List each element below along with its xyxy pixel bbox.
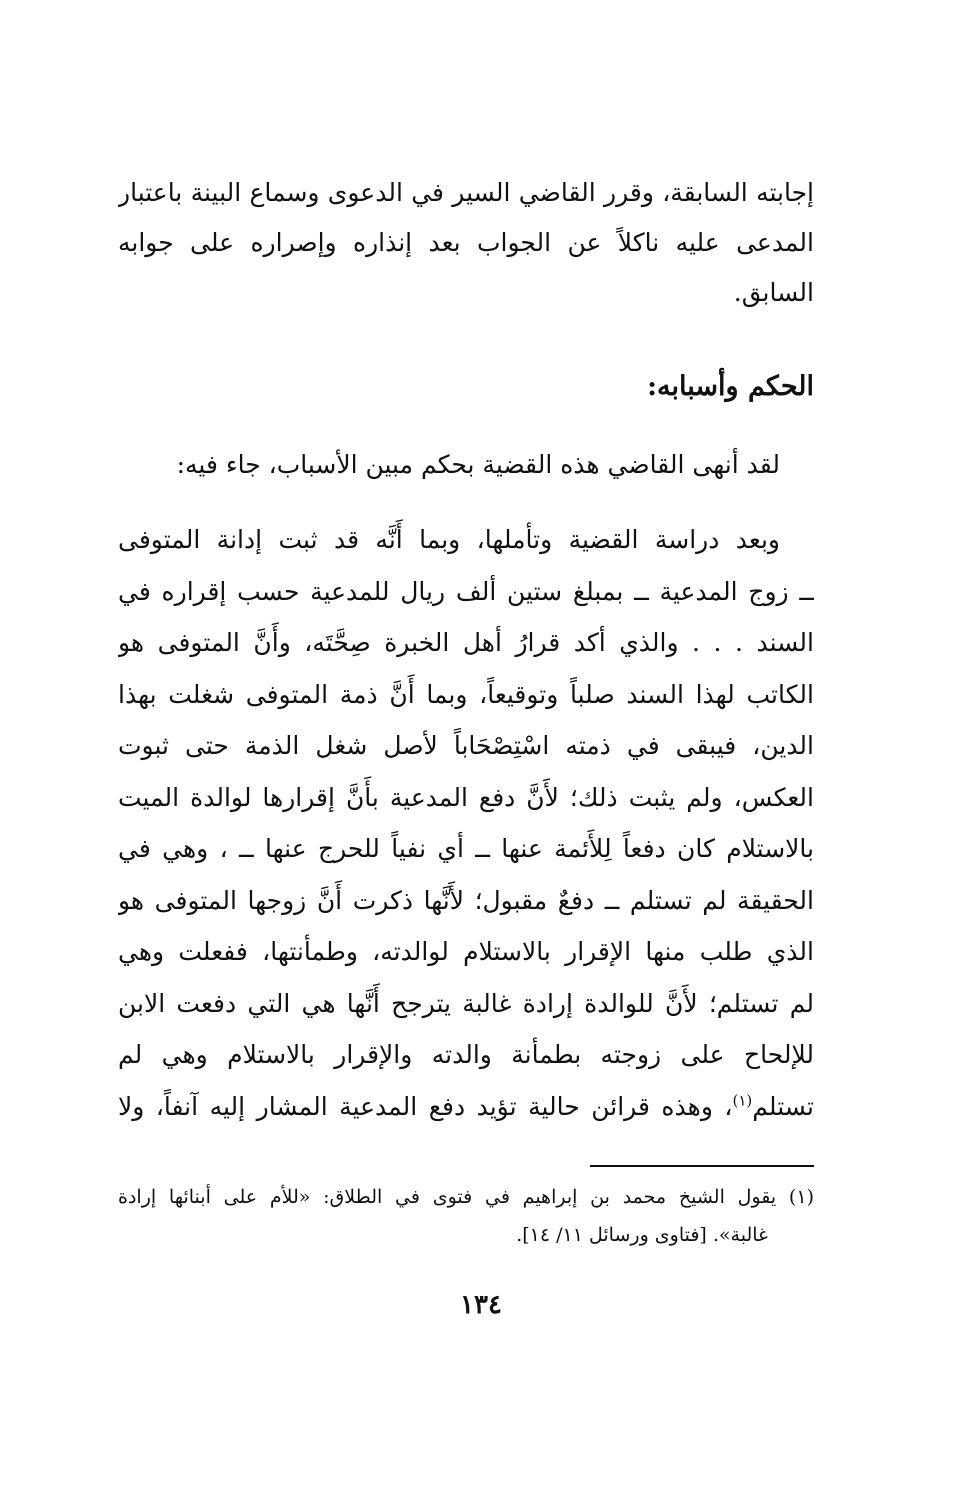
body-line-start: تستلم (752, 1091, 814, 1121)
footnote-marker: (١) (732, 1091, 753, 1110)
page-number: ١٣٤ (460, 1290, 502, 1320)
section-heading: الحكم وأسبابه: (647, 371, 814, 402)
body-line: للإلحاح على زوجته بطمأنة والدته والإقرار بالاستلام وهي لم (118, 1040, 814, 1069)
footnote-line: (١) يقول الشيخ محمد بن إبراهيم في فتوى في الطلاق: «للأم على أبنائها إرادة (118, 1186, 814, 1208)
footnote-line: غالبة». [فتاوى ورسائل ١١/ ١٤]. (516, 1224, 768, 1246)
body-line: السند . . . والذي أكد قرارُ أهل الخبرة صِحَّتَه، وأَنَّ المتوفى هو (118, 628, 814, 657)
intro-line: السابق. (733, 278, 814, 307)
ruling-paragraph (118, 514, 814, 1132)
body-line: العكس، ولم يثبت ذلك؛ لأَنَّ دفع المدعية بأَنَّ إقرارها لوالدة الميت (118, 782, 814, 812)
footnote-divider (590, 1165, 814, 1167)
body-line: لم تستلم؛ لأَنَّ للوالدة إرادة غالبة يترجح أَنَّها هي التي دفعت الابن (118, 988, 814, 1018)
body-line: الحقيقة لم تستلم ــ دفعٌ مقبول؛ لأَنَّها ذكرت أَنَّ زوجها المتوفى هو (118, 885, 814, 915)
body-line: ــ زوج المدعية ــ بمبلغ ستين ألف ريال للمدعية حسب إقراره في (118, 576, 814, 606)
footnote (118, 1178, 814, 1254)
body-line: وبعد دراسة القضية وتأملها، وبما أَنَّه قد ثبت إدانة المتوفى (118, 525, 780, 554)
body-line-end: ، وهذه قرائن حالية تؤيد دفع المدعية المشار إليه آنفاً، ولا (118, 1091, 733, 1121)
intro-line: المدعى عليه ناكلاً عن الجواب بعد إنذاره وإصراره على جوابه (118, 228, 814, 257)
intro-line: إجابته السابقة، وقرر القاضي السير في الدعوى وسماع البينة باعتبار (118, 178, 814, 207)
body-line: الدين، فيبقى في ذمته اسْتِصْحَاباً لأصل شغل الذمة حتى ثبوت (118, 731, 814, 760)
intro-paragraph (118, 168, 814, 318)
body-line: بالاستلام كان دفعاً لِلأَئمة عنها ــ أي نفياً للحرج عنها ــ ، وهي في (118, 834, 814, 863)
body-line: الذي طلب منها الإقرار بالاستلام لوالدته، وطمأنتها، ففعلت وهي (118, 937, 814, 966)
body-line-with-footnote (118, 1081, 814, 1133)
body-line: الكاتب لهذا السند صلباً وتوقيعاً، وبما أَنَّ ذمة المتوفى شغلت بهذا (118, 679, 814, 709)
lead-sentence: لقد أنهى القاضي هذه القضية بحكم مبين الأسباب، جاء فيه: (176, 450, 780, 479)
